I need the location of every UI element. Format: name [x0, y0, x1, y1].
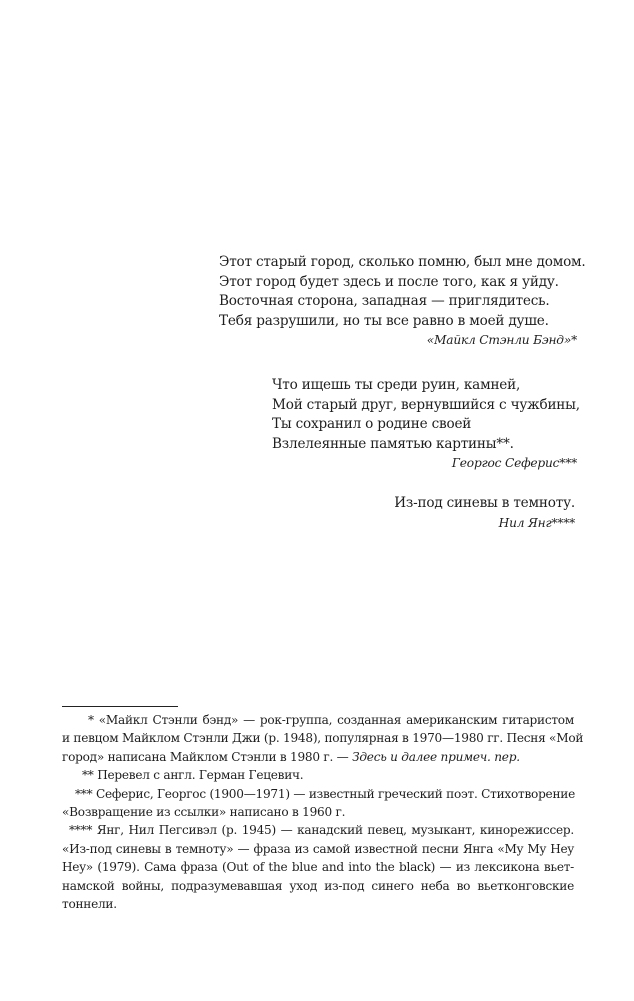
verse-line: Мой старый друг, вернувшийся с чужбины, [272, 396, 580, 413]
epigraph-attribution: Нил Янг**** [498, 515, 575, 530]
footnote-line: **** Янг, Нил Пегсивэл (р. 1945) — канадский певец, музыкант, кинорежиссер. [69, 823, 574, 838]
epigraph-3 [380, 494, 575, 533]
verse-line: Этот город будет здесь и после того, как я уйду. [219, 273, 559, 290]
verse-line: Восточная сторона, западная — приглядитесь. [219, 293, 550, 310]
footnote-line: ** Перевел с англ. Герман Гецевич. [82, 768, 304, 783]
verse-line: Этот старый город, сколько помню, был мне домом. [219, 254, 586, 270]
footnote-italic-note: Здесь и далее примеч. пер. [352, 749, 520, 764]
footnote-line: и певцом Майклом Стэнли Джи (р. 1948), популярная в 1970—1980 гг. Песня «Мой [62, 731, 584, 746]
footnote-rule [62, 706, 178, 707]
epigraph-2 [272, 376, 580, 474]
footnote-line [62, 748, 574, 766]
footnote-line: *** Сеферис, Георгос (1900—1971) — известный греческий поэт. Стихотворение [75, 786, 575, 801]
epigraph-attribution: Георгос Сеферис*** [451, 456, 577, 471]
footnote-line: * «Майкл Стэнли бэнд» — рок-группа, созданная американским гитаристом [88, 713, 574, 727]
epigraph-attribution: «Майкл Стэнли Бэнд»* [426, 333, 577, 348]
footnote-line: намской войны, подразумевавшая уход из-под синего неба во вьетконговские [62, 878, 574, 893]
verse-line: Ты сохранил о родине своей [272, 416, 472, 433]
footnote-line: тоннели. [62, 896, 117, 911]
footnote-line: Hey» (1979). Сама фраза (Out of the blue and into the black) — из лексикона вьет- [62, 860, 574, 875]
footnote-line: «Из-под синевы в темноту» — фраза из самой известной песни Янга «My My Hey [62, 841, 574, 856]
footnote-line: «Возвращение из ссылки» написано в 1960 г. [62, 804, 346, 819]
epigraph-1 [219, 253, 586, 351]
verse-line: Взлелеянные памятью картины**. [272, 435, 514, 452]
footnote-text: город» написана Майклом Стэнли в 1980 г. — [62, 749, 353, 764]
verse-line: Что ищешь ты среди руин, камней, [272, 377, 521, 393]
verse-line: Из-под синевы в темноту. [394, 495, 575, 511]
verse-line: Тебя разрушили, но ты все равно в моей душе. [219, 312, 549, 329]
footnotes [62, 711, 584, 913]
